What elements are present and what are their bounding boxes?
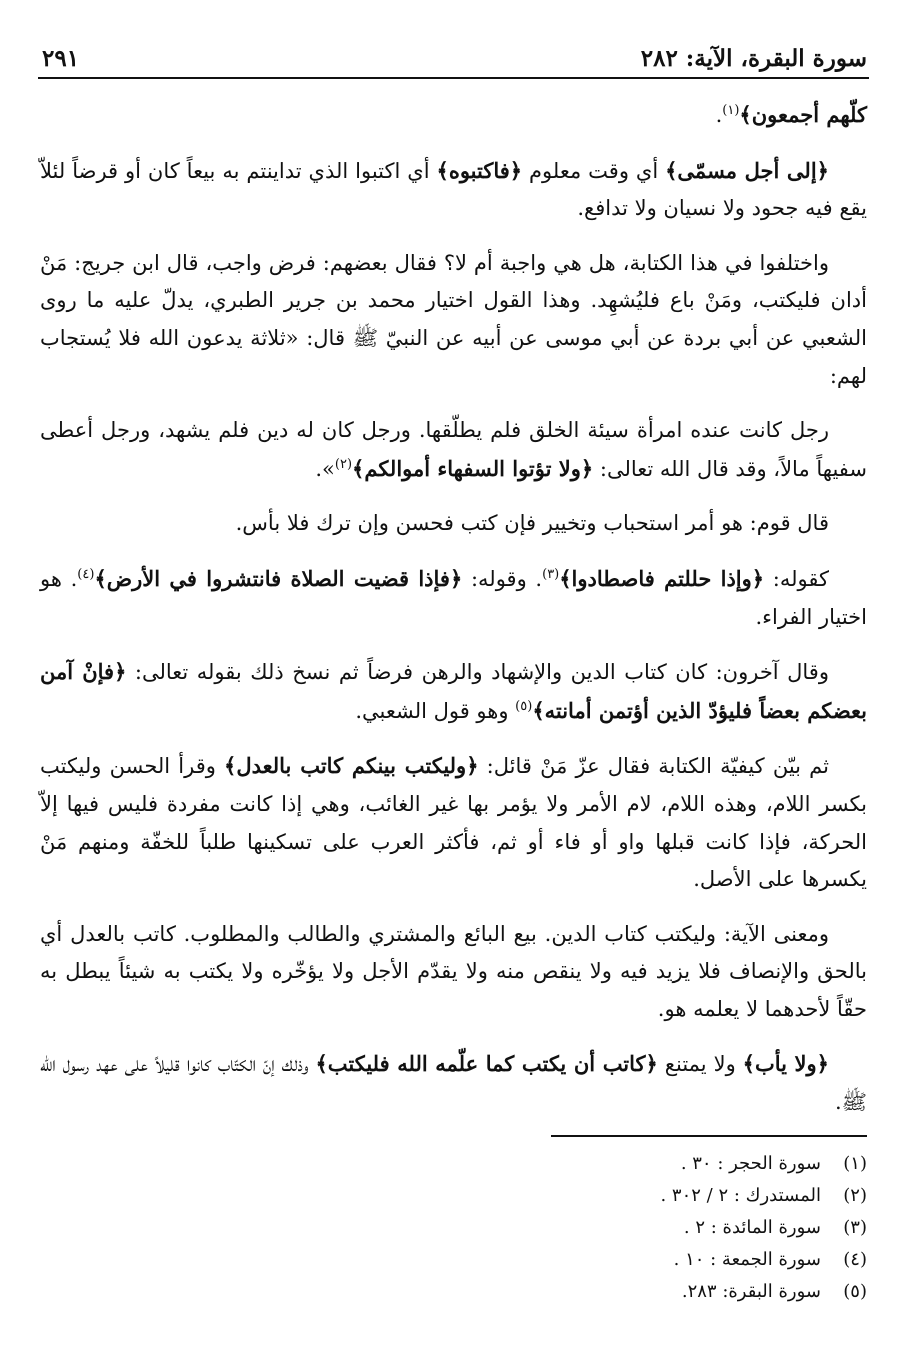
footnote-rule [551, 1135, 867, 1137]
footnote-text: المستدرك : ٢ / ٣٠٢ . [660, 1185, 821, 1206]
header-rule [38, 77, 869, 79]
quran-quote: ﴿فإنْ آمن بعضكم بعضاً فليؤدّ الذين أؤتمن أمانته﴾ [40, 659, 867, 723]
paragraph [40, 916, 867, 1029]
paragraph [40, 1045, 867, 1121]
paragraph [40, 412, 867, 488]
text-run: واختلفوا في هذا الكتابة، هل هي واجبة أم لا؟ فقال بعضهم: فرض واجب، قال ابن جريج: مَنْ أدان فليكتب، ومَنْ باع فليُشهِد. وهذا القول اختيار محمد بن جرير الطبري، يدلّ عليه ما روى الشعبي عن أبي بردة عن أبي موسى عن أبيه عن النبيّ ﷺ قال: «ثلاثة يدعون الله فلا يُستجاب لهم: [40, 250, 867, 388]
footnote [267, 1276, 867, 1308]
page-header [42, 38, 867, 72]
main-text [40, 96, 867, 1139]
footnote-text: سورة الجمعة : ١٠ . [673, 1249, 821, 1270]
text-run: وقرأ الحسن وليكتب بكسر اللام، وهذه اللام، لام الأمر ولا يؤمر بها غير الغائب، وهي إذا كانت مفردة فليس فيها إلاّ الحركة، فإذا كانت قبلها واو أو فاء أو ثم، فأكثر العرب على تسكينها طلباً للخفّة ومنهم مَنْ يكسرها على الأصل. [40, 754, 867, 892]
page-number: ٢٩١ [42, 45, 80, 72]
quran-quote: ﴿فإذا قضيت الصلاة فانتشروا في الأرض﴾ [94, 565, 463, 591]
footnote [267, 1244, 867, 1276]
paragraph [40, 245, 867, 395]
text-run: . [715, 103, 723, 127]
paragraph [40, 96, 867, 135]
paragraph [40, 505, 867, 543]
footnote-number: (٤) [843, 1249, 867, 1270]
quran-quote: ﴿وإذا حللتم فاصطادوا﴾ [559, 565, 765, 591]
text-run: ولا يمتنع [657, 1052, 743, 1077]
text-run: وذلك إنّ الكتّاب كانوا قليلاً على عهد رسول الله ﷺ. [40, 1052, 867, 1115]
text-run: كقوله: [764, 566, 829, 591]
footnote [267, 1148, 867, 1180]
paragraph [40, 653, 867, 730]
quran-quote: ﴿فاكتبوه﴾ [436, 157, 523, 183]
footnote-number: (١) [843, 1153, 867, 1174]
footnote [267, 1212, 867, 1244]
text-run: وهو قول الشعبي. [355, 698, 516, 723]
text-run: وقال آخرون: كان كتاب الدين والإشهاد والرهن فرضاً ثم نسخ ذلك بقوله تعالى: [126, 660, 829, 685]
footnote-ref: (٤) [77, 566, 95, 582]
quran-quote: ﴿ولا يأب﴾ [742, 1051, 829, 1077]
footnote-ref: (١) [722, 103, 740, 118]
text-run: . وقوله: [462, 566, 543, 591]
footnote-number: (٣) [843, 1217, 867, 1238]
footnote-number: (٥) [843, 1281, 867, 1302]
quran-quote: كلّهم أجمعون﴾ [739, 102, 867, 127]
text-run: ومعنى الآية: وليكتب كتاب الدين. بيع البائع والمشتري والطالب والمطلوب. كاتب بالعدل أي بالحق والإنصاف فلا يزيد فيه ولا ينقص منه ولا يقدّم الأجل ولا يؤخّره ولا يكتب به شيئاً يبطل به حقّاً لأحدهما لا يعلمه هو. [40, 921, 867, 1021]
quran-quote: ﴿وليكتب بينكم كاتب بالعدل﴾ [224, 753, 479, 779]
footnote-ref: (٥) [515, 698, 533, 714]
text-run: . هو اختيار الفراء. [40, 566, 867, 629]
text-run: رجل كانت عنده امرأة سيئة الخلق فلم يطلّقها. ورجل كان له دين فلم يشهد، ورجل أعطى سفيهاً مالاً، وقد قال الله تعالى: [40, 418, 867, 481]
quran-quote: ﴿ولا تؤتوا السفهاء أموالكم﴾ [352, 455, 594, 481]
footnote-text: سورة الحجر : ٣٠ . [680, 1153, 821, 1174]
footnotes [267, 1148, 867, 1308]
footnote [267, 1180, 867, 1212]
footnote-number: (٢) [843, 1185, 867, 1206]
paragraph [40, 152, 867, 228]
paragraph [40, 560, 867, 636]
footnote-ref: (٢) [334, 456, 353, 472]
quran-quote: ﴿إلى أجل مسمّى﴾ [665, 157, 829, 183]
quran-quote: ﴿كاتب أن يكتب كما علّمه الله فليكتب﴾ [315, 1051, 658, 1077]
text-run: ». [315, 456, 335, 481]
paragraph [40, 747, 867, 898]
text-run: ثم بيّن كيفيّة الكتابة فقال عزّ مَنْ قائل: [478, 754, 829, 779]
footnote-text: سورة البقرة: ٢٨٣. [681, 1281, 821, 1302]
footnote-text: سورة المائدة : ٢ . [683, 1217, 821, 1238]
text-run: أي وقت معلوم [522, 158, 666, 183]
surah-title: سورة البقرة، الآية: ٢٨٢ [640, 45, 867, 72]
text-run: أي اكتبوا الذي تداينتم به بيعاً كان أو قرضاً لئلاّ يقع فيه جحود ولا نسيان ولا تدافع. [40, 158, 867, 221]
footnote-ref: (٣) [542, 566, 560, 582]
text-run: قال قوم: هو أمر استحباب وتخيير فإن كتب فحسن وإن ترك فلا بأس. [235, 511, 829, 536]
